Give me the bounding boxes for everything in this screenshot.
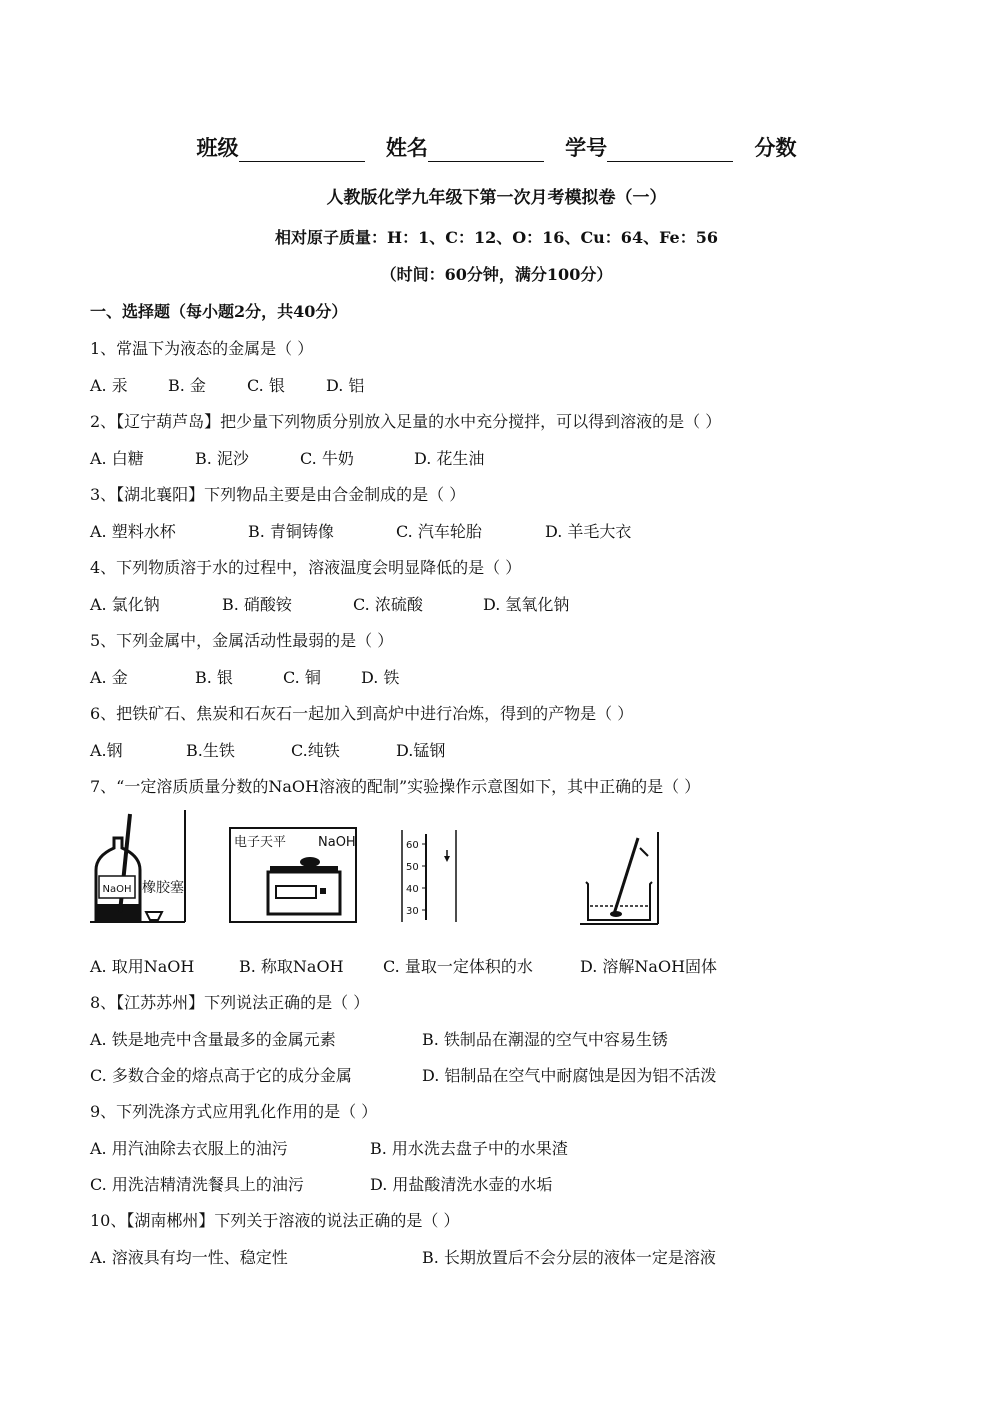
exam-title: 人教版化学九年级下第一次月考模拟卷（一） (326, 188, 667, 208)
question-5: 5、下列金属中，金属活动性最弱的是（ ） (90, 631, 394, 650)
q8-option-d: D. 铝制品在空气中耐腐蚀是因为铝不活泼 (422, 1066, 717, 1085)
stopper (146, 912, 162, 920)
section-title: 一、选择题（每小题2分，共40分） (90, 302, 348, 321)
question-9: 9、下列洗涤方式应用乳化作用的是（ ） (90, 1102, 378, 1121)
q4-option-b: B. 硝酸铵 (222, 595, 292, 614)
q4-option-c: C. 浓硫酸 (353, 595, 423, 614)
question-10: 10、【湖南郴州】下列关于溶液的说法正确的是（ ） (90, 1211, 460, 1230)
stir-mark (640, 848, 648, 856)
q5-option-b: B. 银 (195, 668, 233, 687)
naoh-sample (300, 857, 320, 867)
stopper-label: 橡胶塞 (142, 880, 184, 896)
q7-option-c: C. 量取一定体积的水 (383, 957, 533, 976)
balance-button (320, 888, 326, 894)
eye-marker (444, 856, 450, 862)
q2-option-b: B. 泥沙 (195, 449, 249, 468)
time-info: （时间：60分钟，满分100分） (380, 265, 613, 284)
figure-dissolve-naoh (578, 830, 662, 926)
bottle-label: NaOH (102, 884, 132, 895)
q3-option-a: A. 塑料水杯 (90, 522, 176, 541)
q9-option-d: D. 用盐酸清洗水壶的水垢 (370, 1175, 553, 1194)
q3-option-b: B. 青铜铸像 (248, 522, 334, 541)
id-blank (607, 139, 733, 162)
tick-label-40: 40 (406, 884, 419, 895)
q2-option-a: A. 白糖 (90, 449, 144, 468)
tick-label-30: 30 (406, 906, 419, 917)
student-info-header (0, 132, 993, 162)
q5-option-d: D. 铁 (361, 668, 400, 687)
q9-option-b: B. 用水洗去盘子中的水果渣 (370, 1139, 568, 1158)
q2-option-c: C. 牛奶 (300, 449, 354, 468)
atomic-masses: 相对原子质量：H：1、C：12、O：16、Cu：64、Fe：56 (274, 228, 719, 247)
question-8: 8、【江苏苏州】下列说法正确的是（ ） (90, 993, 370, 1012)
q2-option-d: D. 花生油 (414, 449, 485, 468)
question-7: 7、“一定溶质质量分数的NaOH溶液的配制”实验操作示意图如下，其中正确的是（ ） (90, 777, 701, 796)
question-3: 3、【湖北襄阳】下列物品主要是由合金制成的是（ ） (90, 485, 466, 504)
q3-option-d: D. 羊毛大衣 (545, 522, 632, 541)
q6-option-a: A.钢 (90, 741, 123, 760)
bottle-solid (96, 904, 140, 920)
question-2: 2、【辽宁葫芦岛】把少量下列物质分别放入足量的水中充分搅拌，可以得到溶液的是（ ） (90, 412, 722, 431)
q9-option-c: C. 用洗洁精清洗餐具上的油污 (90, 1175, 304, 1194)
q3-option-c: C. 汽车轮胎 (396, 522, 482, 541)
balance-label: 电子天平 (234, 835, 287, 850)
q7-option-a: A. 取用NaOH (90, 957, 195, 976)
q6-option-d: D.锰钢 (396, 741, 446, 760)
tick-label-50: 50 (406, 862, 419, 873)
q8-option-b: B. 铁制品在潮湿的空气中容易生锈 (422, 1030, 668, 1049)
name-blank (428, 139, 544, 162)
q4-option-a: A. 氯化钠 (90, 595, 160, 614)
q6-option-b: B.生铁 (186, 741, 235, 760)
score-label: 分数 (754, 135, 797, 160)
name-label: 姓名 (385, 135, 428, 160)
figure-weigh-naoh (228, 826, 360, 926)
figure-take-naoh (90, 808, 188, 926)
q1-option-d: D. 铝 (326, 376, 365, 395)
q9-option-a: A. 用汽油除去衣服上的油污 (90, 1139, 288, 1158)
question-6: 6、把铁矿石、焦炭和石灰石一起加入到高炉中进行冶炼，得到的产物是（ ） (90, 704, 634, 723)
q7-option-d: D. 溶解NaOH固体 (580, 957, 718, 976)
q8-option-c: C. 多数合金的熔点高于它的成分金属 (90, 1066, 352, 1085)
question-1: 1、常温下为液态的金属是（ ） (90, 339, 314, 358)
q1-option-b: B. 金 (168, 376, 206, 395)
figure-measure-water (398, 828, 460, 926)
balance-body (268, 872, 340, 914)
tick-label-60: 60 (406, 840, 419, 851)
q5-option-c: C. 铜 (283, 668, 321, 687)
glass-rod (614, 838, 638, 914)
q7-option-b: B. 称取NaOH (239, 957, 344, 976)
question-4: 4、下列物质溶于水的过程中，溶液温度会明显降低的是（ ） (90, 558, 522, 577)
balance-sample-label: NaOH (318, 835, 356, 850)
solid-bottom (610, 911, 622, 917)
q6-option-c: C.纯铁 (291, 741, 340, 760)
q1-option-c: C. 银 (247, 376, 285, 395)
q4-option-d: D. 氢氧化钠 (483, 595, 570, 614)
q8-option-a: A. 铁是地壳中含量最多的金属元素 (90, 1030, 336, 1049)
q1-option-a: A. 汞 (90, 376, 128, 395)
class-blank (239, 139, 365, 162)
id-label: 学号 (565, 135, 608, 160)
balance-display (276, 886, 316, 898)
class-label: 班级 (196, 135, 239, 160)
q5-option-a: A. 金 (90, 668, 128, 687)
q10-option-a: A. 溶液具有均一性、稳定性 (90, 1248, 288, 1267)
q10-option-b: B. 长期放置后不会分层的液体一定是溶液 (422, 1248, 716, 1267)
